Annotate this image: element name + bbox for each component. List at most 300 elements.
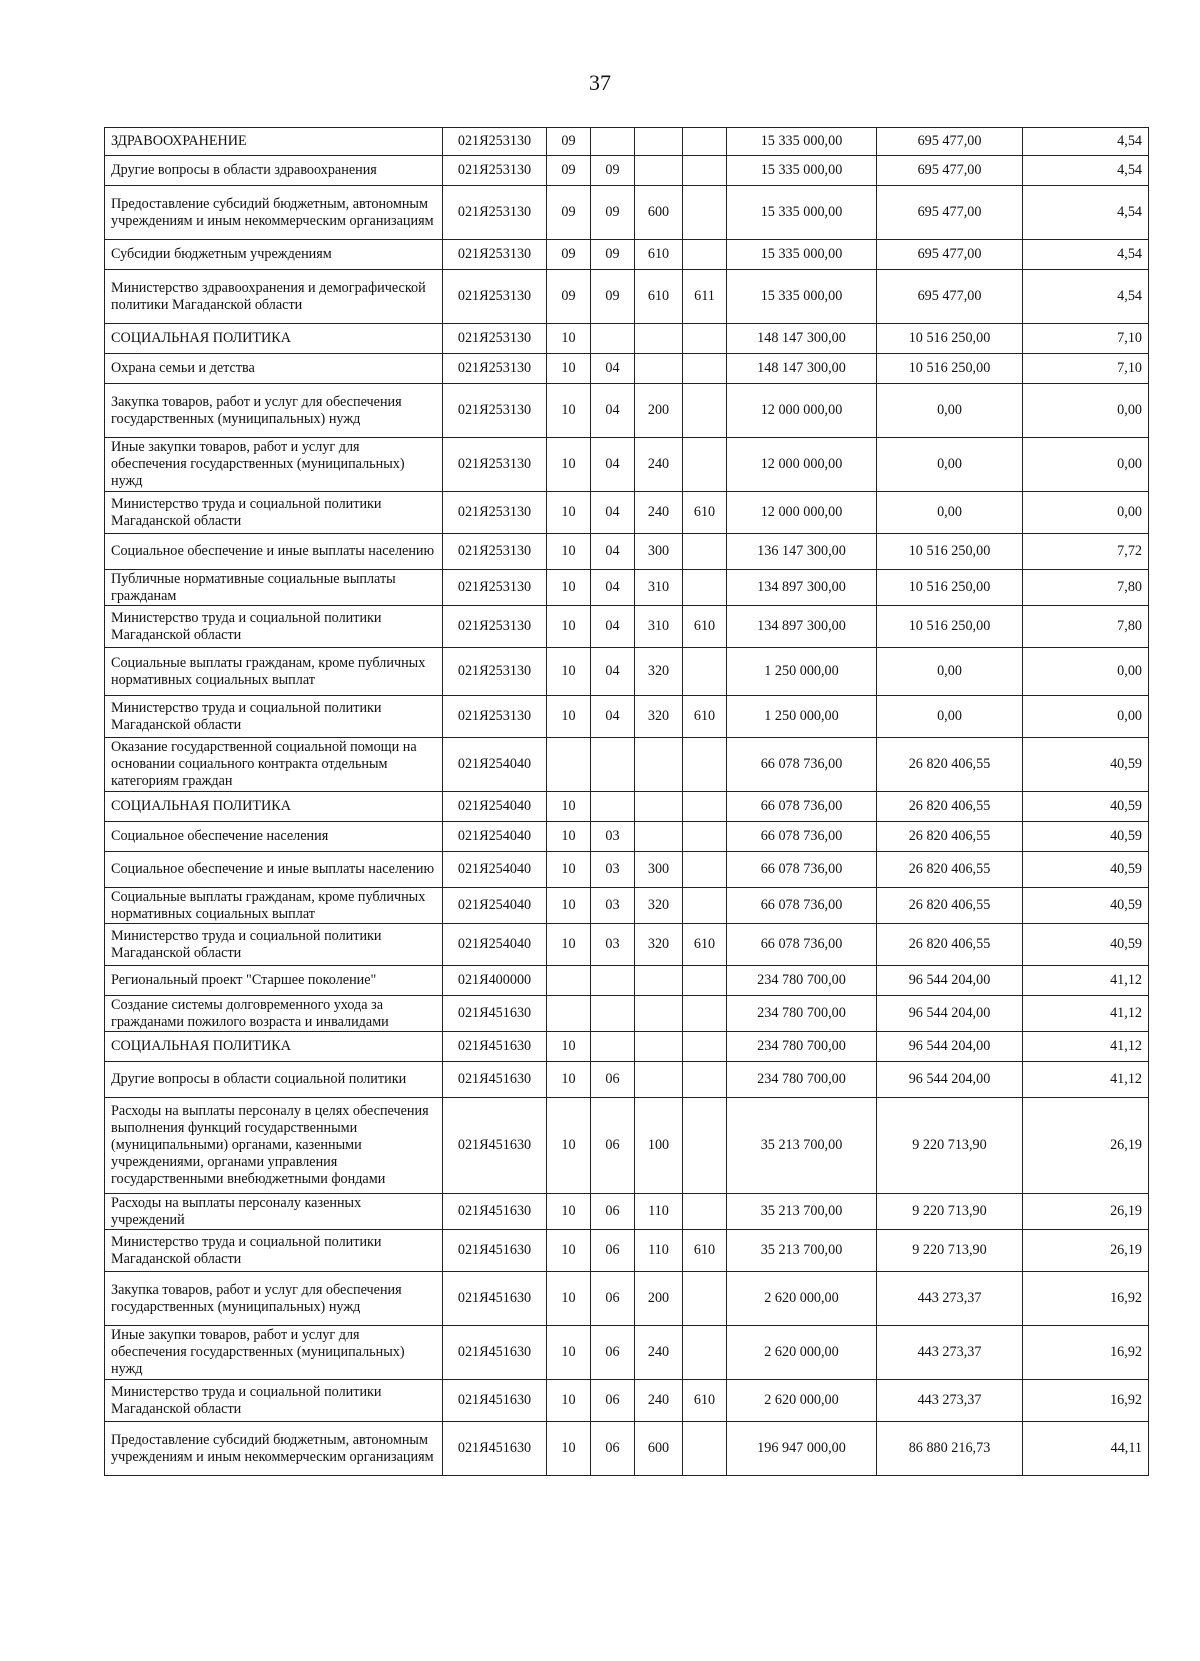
subsection-code — [591, 792, 635, 822]
executed-amount: 0,00 — [877, 438, 1023, 492]
execution-percent: 4,54 — [1023, 128, 1149, 156]
subsection-code: 03 — [591, 888, 635, 924]
table-row — [105, 534, 1149, 570]
administrator-code: 610 — [683, 1230, 727, 1272]
table-row — [105, 1272, 1149, 1326]
executed-amount: 695 477,00 — [877, 270, 1023, 324]
expense-type-code: 610 — [635, 240, 683, 270]
execution-percent: 16,92 — [1023, 1326, 1149, 1380]
target-code: 021Я451630 — [443, 1194, 547, 1230]
subsection-code: 04 — [591, 606, 635, 648]
table-row — [105, 240, 1149, 270]
row-name: Министерство здравоохранения и демографической политики Магаданской области — [105, 270, 443, 324]
expense-type-code: 240 — [635, 492, 683, 534]
target-code: 021Я253130 — [443, 156, 547, 186]
administrator-code — [683, 792, 727, 822]
plan-amount: 1 250 000,00 — [727, 696, 877, 738]
table-row — [105, 570, 1149, 606]
execution-percent: 0,00 — [1023, 648, 1149, 696]
row-name: Иные закупки товаров, работ и услуг для обеспечения государственных (муниципальных) нужд — [105, 1326, 443, 1380]
executed-amount: 96 544 204,00 — [877, 1032, 1023, 1062]
administrator-code — [683, 324, 727, 354]
table-row — [105, 888, 1149, 924]
target-code: 021Я254040 — [443, 888, 547, 924]
plan-amount: 66 078 736,00 — [727, 924, 877, 966]
subsection-code: 06 — [591, 1062, 635, 1098]
expense-type-code: 200 — [635, 1272, 683, 1326]
subsection-code: 06 — [591, 1380, 635, 1422]
expense-type-code: 240 — [635, 438, 683, 492]
execution-percent: 7,10 — [1023, 324, 1149, 354]
row-name: Министерство труда и социальной политики Магаданской области — [105, 1380, 443, 1422]
target-code: 021Я253130 — [443, 534, 547, 570]
row-name: Публичные нормативные социальные выплаты гражданам — [105, 570, 443, 606]
administrator-code — [683, 738, 727, 792]
expense-type-code — [635, 324, 683, 354]
table-row — [105, 792, 1149, 822]
subsection-code: 04 — [591, 534, 635, 570]
administrator-code — [683, 1194, 727, 1230]
expense-type-code: 320 — [635, 696, 683, 738]
administrator-code — [683, 852, 727, 888]
table-row — [105, 996, 1149, 1032]
administrator-code: 610 — [683, 924, 727, 966]
execution-percent: 16,92 — [1023, 1272, 1149, 1326]
expense-type-code: 100 — [635, 1098, 683, 1194]
execution-percent: 40,59 — [1023, 822, 1149, 852]
section-code: 10 — [547, 924, 591, 966]
plan-amount: 15 335 000,00 — [727, 156, 877, 186]
plan-amount: 134 897 300,00 — [727, 570, 877, 606]
execution-percent: 4,54 — [1023, 156, 1149, 186]
section-code: 10 — [547, 606, 591, 648]
executed-amount: 695 477,00 — [877, 240, 1023, 270]
execution-percent: 0,00 — [1023, 492, 1149, 534]
section-code: 10 — [547, 570, 591, 606]
administrator-code — [683, 1098, 727, 1194]
execution-percent: 0,00 — [1023, 696, 1149, 738]
target-code: 021Я253130 — [443, 570, 547, 606]
budget-table-body — [105, 128, 1149, 1476]
execution-percent: 0,00 — [1023, 384, 1149, 438]
execution-percent: 4,54 — [1023, 186, 1149, 240]
row-name: Министерство труда и социальной политики Магаданской области — [105, 492, 443, 534]
subsection-code — [591, 1032, 635, 1062]
section-code: 10 — [547, 438, 591, 492]
execution-percent: 7,80 — [1023, 570, 1149, 606]
table-row — [105, 648, 1149, 696]
target-code: 021Я451630 — [443, 1032, 547, 1062]
plan-amount: 66 078 736,00 — [727, 822, 877, 852]
row-name: Другие вопросы в области здравоохранения — [105, 156, 443, 186]
expense-type-code: 310 — [635, 606, 683, 648]
administrator-code — [683, 648, 727, 696]
plan-amount: 15 335 000,00 — [727, 128, 877, 156]
administrator-code — [683, 354, 727, 384]
execution-percent: 7,80 — [1023, 606, 1149, 648]
section-code: 09 — [547, 240, 591, 270]
execution-percent: 26,19 — [1023, 1098, 1149, 1194]
target-code: 021Я451630 — [443, 1098, 547, 1194]
section-code: 09 — [547, 156, 591, 186]
target-code: 021Я253130 — [443, 186, 547, 240]
subsection-code: 04 — [591, 696, 635, 738]
page-number: 37 — [589, 70, 611, 95]
table-row — [105, 186, 1149, 240]
section-code: 10 — [547, 648, 591, 696]
target-code: 021Я253130 — [443, 270, 547, 324]
row-name: Министерство труда и социальной политики Магаданской области — [105, 606, 443, 648]
row-name: СОЦИАЛЬНАЯ ПОЛИТИКА — [105, 324, 443, 354]
table-row — [105, 438, 1149, 492]
section-code: 10 — [547, 384, 591, 438]
administrator-code: 610 — [683, 492, 727, 534]
execution-percent: 40,59 — [1023, 738, 1149, 792]
expense-type-code — [635, 1032, 683, 1062]
expense-type-code — [635, 354, 683, 384]
plan-amount: 2 620 000,00 — [727, 1380, 877, 1422]
target-code: 021Я451630 — [443, 1230, 547, 1272]
table-row — [105, 1422, 1149, 1476]
executed-amount: 9 220 713,90 — [877, 1230, 1023, 1272]
expense-type-code: 240 — [635, 1380, 683, 1422]
administrator-code — [683, 1032, 727, 1062]
administrator-code — [683, 888, 727, 924]
executed-amount: 10 516 250,00 — [877, 606, 1023, 648]
plan-amount: 136 147 300,00 — [727, 534, 877, 570]
subsection-code: 09 — [591, 186, 635, 240]
table-row — [105, 354, 1149, 384]
row-name: Региональный проект "Старшее поколение" — [105, 966, 443, 996]
table-row — [105, 606, 1149, 648]
subsection-code: 04 — [591, 438, 635, 492]
subsection-code: 06 — [591, 1230, 635, 1272]
row-name: Оказание государственной социальной помощи на основании социального контракта отдельным категориям граждан — [105, 738, 443, 792]
plan-amount: 134 897 300,00 — [727, 606, 877, 648]
row-name: Социальные выплаты гражданам, кроме публичных нормативных социальных выплат — [105, 648, 443, 696]
executed-amount: 695 477,00 — [877, 128, 1023, 156]
plan-amount: 2 620 000,00 — [727, 1272, 877, 1326]
subsection-code: 06 — [591, 1272, 635, 1326]
executed-amount: 26 820 406,55 — [877, 852, 1023, 888]
table-row — [105, 156, 1149, 186]
execution-percent: 40,59 — [1023, 888, 1149, 924]
target-code: 021Я400000 — [443, 966, 547, 996]
section-code — [547, 996, 591, 1032]
execution-percent: 16,92 — [1023, 1380, 1149, 1422]
plan-amount: 66 078 736,00 — [727, 738, 877, 792]
section-code: 10 — [547, 822, 591, 852]
expense-type-code: 110 — [635, 1194, 683, 1230]
plan-amount: 15 335 000,00 — [727, 240, 877, 270]
execution-percent: 4,54 — [1023, 240, 1149, 270]
expense-type-code — [635, 1062, 683, 1098]
row-name: Предоставление субсидий бюджетным, автономным учреждениям и иным некоммерческим организациям — [105, 186, 443, 240]
section-code: 10 — [547, 696, 591, 738]
expense-type-code — [635, 156, 683, 186]
target-code: 021Я253130 — [443, 128, 547, 156]
execution-percent: 44,11 — [1023, 1422, 1149, 1476]
target-code: 021Я254040 — [443, 792, 547, 822]
execution-percent: 40,59 — [1023, 924, 1149, 966]
administrator-code — [683, 1272, 727, 1326]
expense-type-code — [635, 996, 683, 1032]
target-code: 021Я451630 — [443, 1326, 547, 1380]
administrator-code: 610 — [683, 606, 727, 648]
target-code: 021Я451630 — [443, 1062, 547, 1098]
expense-type-code: 320 — [635, 648, 683, 696]
executed-amount: 96 544 204,00 — [877, 1062, 1023, 1098]
execution-percent: 7,10 — [1023, 354, 1149, 384]
executed-amount: 96 544 204,00 — [877, 966, 1023, 996]
execution-percent: 0,00 — [1023, 438, 1149, 492]
table-row — [105, 1194, 1149, 1230]
subsection-code: 09 — [591, 156, 635, 186]
expense-type-code: 240 — [635, 1326, 683, 1380]
expense-type-code — [635, 128, 683, 156]
execution-percent: 41,12 — [1023, 1032, 1149, 1062]
table-row — [105, 128, 1149, 156]
executed-amount: 10 516 250,00 — [877, 570, 1023, 606]
section-code: 10 — [547, 1098, 591, 1194]
executed-amount: 443 273,37 — [877, 1380, 1023, 1422]
table-row — [105, 852, 1149, 888]
subsection-code — [591, 996, 635, 1032]
plan-amount: 1 250 000,00 — [727, 648, 877, 696]
plan-amount: 234 780 700,00 — [727, 996, 877, 1032]
row-name: Субсидии бюджетным учреждениям — [105, 240, 443, 270]
section-code: 09 — [547, 270, 591, 324]
table-row — [105, 324, 1149, 354]
expense-type-code — [635, 966, 683, 996]
section-code: 10 — [547, 1422, 591, 1476]
plan-amount: 2 620 000,00 — [727, 1326, 877, 1380]
row-name: Создание системы долговременного ухода за гражданами пожилого возраста и инвалидами — [105, 996, 443, 1032]
executed-amount: 0,00 — [877, 492, 1023, 534]
executed-amount: 9 220 713,90 — [877, 1098, 1023, 1194]
table-row — [105, 738, 1149, 792]
section-code: 10 — [547, 1194, 591, 1230]
expense-type-code: 320 — [635, 924, 683, 966]
target-code: 021Я253130 — [443, 384, 547, 438]
executed-amount: 0,00 — [877, 384, 1023, 438]
subsection-code: 03 — [591, 924, 635, 966]
section-code: 10 — [547, 1380, 591, 1422]
subsection-code: 06 — [591, 1194, 635, 1230]
expense-type-code: 110 — [635, 1230, 683, 1272]
target-code: 021Я254040 — [443, 924, 547, 966]
row-name: Расходы на выплаты персоналу казенных учреждений — [105, 1194, 443, 1230]
plan-amount: 12 000 000,00 — [727, 438, 877, 492]
section-code: 10 — [547, 354, 591, 384]
target-code: 021Я254040 — [443, 822, 547, 852]
subsection-code: 06 — [591, 1098, 635, 1194]
expense-type-code: 600 — [635, 1422, 683, 1476]
execution-percent: 41,12 — [1023, 996, 1149, 1032]
execution-percent: 7,72 — [1023, 534, 1149, 570]
executed-amount: 10 516 250,00 — [877, 534, 1023, 570]
row-name: ЗДРАВООХРАНЕНИЕ — [105, 128, 443, 156]
administrator-code — [683, 822, 727, 852]
administrator-code — [683, 438, 727, 492]
target-code: 021Я253130 — [443, 606, 547, 648]
administrator-code — [683, 1062, 727, 1098]
plan-amount: 148 147 300,00 — [727, 354, 877, 384]
row-name: Министерство труда и социальной политики Магаданской области — [105, 1230, 443, 1272]
executed-amount: 10 516 250,00 — [877, 324, 1023, 354]
target-code: 021Я253130 — [443, 438, 547, 492]
subsection-code: 04 — [591, 384, 635, 438]
table-row — [105, 822, 1149, 852]
row-name: СОЦИАЛЬНАЯ ПОЛИТИКА — [105, 1032, 443, 1062]
section-code: 10 — [547, 1326, 591, 1380]
table-row — [105, 696, 1149, 738]
section-code: 10 — [547, 1032, 591, 1062]
section-code: 09 — [547, 186, 591, 240]
subsection-code: 03 — [591, 852, 635, 888]
executed-amount: 10 516 250,00 — [877, 354, 1023, 384]
target-code: 021Я451630 — [443, 1422, 547, 1476]
executed-amount: 26 820 406,55 — [877, 888, 1023, 924]
administrator-code — [683, 996, 727, 1032]
expense-type-code: 320 — [635, 888, 683, 924]
subsection-code: 09 — [591, 240, 635, 270]
administrator-code: 610 — [683, 1380, 727, 1422]
executed-amount: 0,00 — [877, 648, 1023, 696]
administrator-code — [683, 128, 727, 156]
row-name: Предоставление субсидий бюджетным, автономным учреждениям и иным некоммерческим организациям — [105, 1422, 443, 1476]
table-row — [105, 1098, 1149, 1194]
administrator-code — [683, 534, 727, 570]
target-code: 021Я254040 — [443, 738, 547, 792]
executed-amount: 443 273,37 — [877, 1272, 1023, 1326]
execution-percent: 41,12 — [1023, 1062, 1149, 1098]
execution-percent: 4,54 — [1023, 270, 1149, 324]
subsection-code — [591, 738, 635, 792]
section-code: 10 — [547, 492, 591, 534]
plan-amount: 35 213 700,00 — [727, 1230, 877, 1272]
row-name: Социальное обеспечение и иные выплаты населению — [105, 852, 443, 888]
table-row — [105, 1326, 1149, 1380]
target-code: 021Я253130 — [443, 696, 547, 738]
executed-amount: 9 220 713,90 — [877, 1194, 1023, 1230]
expense-type-code — [635, 792, 683, 822]
plan-amount: 12 000 000,00 — [727, 492, 877, 534]
table-row — [105, 1032, 1149, 1062]
administrator-code — [683, 186, 727, 240]
administrator-code: 610 — [683, 696, 727, 738]
subsection-code: 03 — [591, 822, 635, 852]
expense-type-code: 600 — [635, 186, 683, 240]
plan-amount: 66 078 736,00 — [727, 792, 877, 822]
plan-amount: 15 335 000,00 — [727, 186, 877, 240]
administrator-code — [683, 156, 727, 186]
table-row — [105, 1230, 1149, 1272]
expense-type-code: 200 — [635, 384, 683, 438]
plan-amount: 15 335 000,00 — [727, 270, 877, 324]
subsection-code — [591, 128, 635, 156]
subsection-code: 04 — [591, 354, 635, 384]
executed-amount: 26 820 406,55 — [877, 738, 1023, 792]
row-name: Социальные выплаты гражданам, кроме публичных нормативных социальных выплат — [105, 888, 443, 924]
plan-amount: 35 213 700,00 — [727, 1194, 877, 1230]
execution-percent: 26,19 — [1023, 1230, 1149, 1272]
table-row — [105, 1380, 1149, 1422]
row-name: Другие вопросы в области социальной политики — [105, 1062, 443, 1098]
target-code: 021Я451630 — [443, 1380, 547, 1422]
table-row — [105, 270, 1149, 324]
executed-amount: 96 544 204,00 — [877, 996, 1023, 1032]
administrator-code — [683, 240, 727, 270]
row-name: Министерство труда и социальной политики Магаданской области — [105, 924, 443, 966]
execution-percent: 40,59 — [1023, 852, 1149, 888]
section-code: 10 — [547, 534, 591, 570]
section-code — [547, 966, 591, 996]
plan-amount: 66 078 736,00 — [727, 888, 877, 924]
section-code: 10 — [547, 1062, 591, 1098]
plan-amount: 66 078 736,00 — [727, 852, 877, 888]
expense-type-code: 610 — [635, 270, 683, 324]
target-code: 021Я253130 — [443, 324, 547, 354]
executed-amount: 26 820 406,55 — [877, 822, 1023, 852]
table-row — [105, 966, 1149, 996]
target-code: 021Я253130 — [443, 354, 547, 384]
executed-amount: 26 820 406,55 — [877, 924, 1023, 966]
row-name: Закупка товаров, работ и услуг для обеспечения государственных (муниципальных) нужд — [105, 1272, 443, 1326]
row-name: Иные закупки товаров, работ и услуг для обеспечения государственных (муниципальных) нужд — [105, 438, 443, 492]
subsection-code: 04 — [591, 648, 635, 696]
target-code: 021Я451630 — [443, 1272, 547, 1326]
section-code — [547, 738, 591, 792]
budget-table — [104, 127, 1149, 1476]
executed-amount: 443 273,37 — [877, 1326, 1023, 1380]
subsection-code: 04 — [591, 570, 635, 606]
executed-amount: 26 820 406,55 — [877, 792, 1023, 822]
section-code: 10 — [547, 1230, 591, 1272]
expense-type-code: 310 — [635, 570, 683, 606]
subsection-code: 04 — [591, 492, 635, 534]
section-code: 10 — [547, 888, 591, 924]
subsection-code: 09 — [591, 270, 635, 324]
administrator-code — [683, 1422, 727, 1476]
execution-percent: 41,12 — [1023, 966, 1149, 996]
row-name: Охрана семьи и детства — [105, 354, 443, 384]
plan-amount: 234 780 700,00 — [727, 966, 877, 996]
expense-type-code: 300 — [635, 534, 683, 570]
subsection-code: 06 — [591, 1326, 635, 1380]
target-code: 021Я253130 — [443, 492, 547, 534]
section-code: 10 — [547, 792, 591, 822]
plan-amount: 196 947 000,00 — [727, 1422, 877, 1476]
expense-type-code: 300 — [635, 852, 683, 888]
table-row — [105, 1062, 1149, 1098]
target-code: 021Я253130 — [443, 648, 547, 696]
row-name: Министерство труда и социальной политики Магаданской области — [105, 696, 443, 738]
row-name: Закупка товаров, работ и услуг для обеспечения государственных (муниципальных) нужд — [105, 384, 443, 438]
executed-amount: 695 477,00 — [877, 156, 1023, 186]
table-row — [105, 924, 1149, 966]
plan-amount: 148 147 300,00 — [727, 324, 877, 354]
expense-type-code — [635, 738, 683, 792]
plan-amount: 35 213 700,00 — [727, 1098, 877, 1194]
administrator-code — [683, 966, 727, 996]
plan-amount: 12 000 000,00 — [727, 384, 877, 438]
subsection-code — [591, 966, 635, 996]
administrator-code: 611 — [683, 270, 727, 324]
execution-percent: 40,59 — [1023, 792, 1149, 822]
administrator-code — [683, 570, 727, 606]
table-row — [105, 492, 1149, 534]
